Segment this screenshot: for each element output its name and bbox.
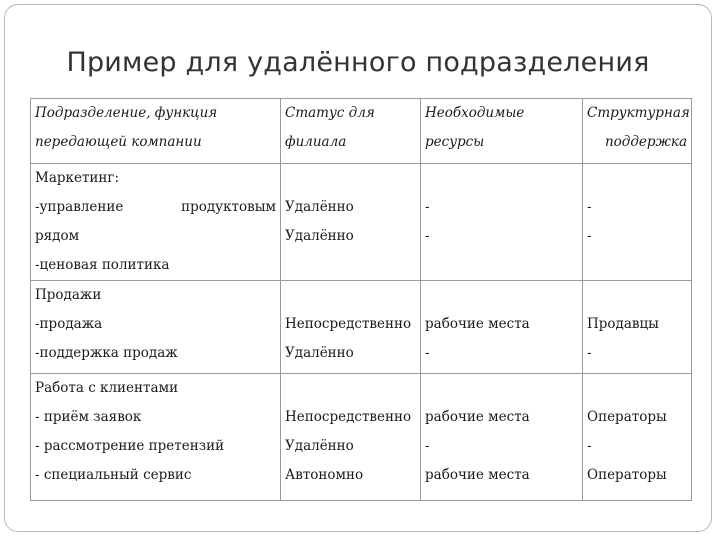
section-name: Продажи [35,287,102,303]
header-branch-status: Статус для филиала [281,99,421,164]
table-row-sales [31,281,692,374]
header-unit-function: Подразделение, функция передающей компании [31,99,281,164]
clients-status: Непосредственно Удалённо Автономно [281,374,421,501]
header-resources: Необходимые ресурсы [421,99,583,164]
clients-resources: рабочие места - рабочие места [421,374,583,501]
section-name: Работа с клиентами [35,380,179,396]
table-header-row [31,99,692,164]
clients-functions: Работа с клиентами - приём заявок - рассмотрение претензий - специальный сервис [31,374,281,501]
marketing-status: Удалённо Удалённо [281,164,421,281]
table-row-clients [31,374,692,501]
marketing-functions: Маркетинг: -управление продуктовым рядом -ценовая политика [31,164,281,281]
table-row-marketing [31,164,692,281]
sales-status: Непосредственно Удалённо [281,281,421,374]
sales-support: Продавцы - [583,281,692,374]
slide-frame [4,4,712,532]
remote-unit-table [30,98,692,501]
slide-title: Пример для удалённого подразделения [66,47,650,78]
marketing-support: - - [583,164,692,281]
sales-resources: рабочие места - [421,281,583,374]
section-name: Маркетинг: [35,170,120,186]
header-structural-support: Структурная поддержка [583,99,692,164]
clients-support: Операторы - Операторы [583,374,692,501]
sales-functions: Продажи -продажа -поддержка продаж [31,281,281,374]
marketing-resources: - - [421,164,583,281]
